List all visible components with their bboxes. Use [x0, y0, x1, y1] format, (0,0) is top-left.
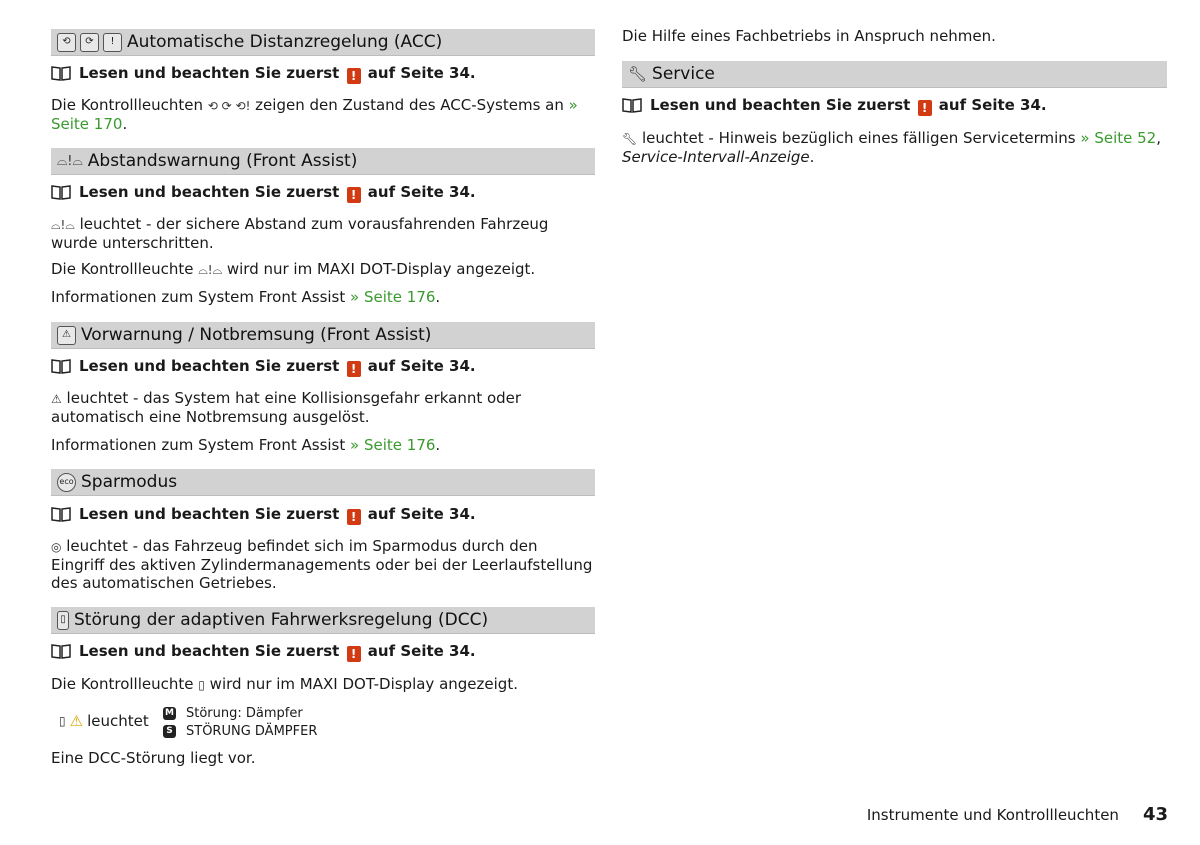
dcc-damper-icon: ▯	[59, 714, 66, 728]
distance-warning-icon: ⌓!⌓	[198, 263, 223, 277]
section-title-acc: Automatische Distanzregelung (ACC)	[127, 32, 443, 52]
sparmodus-p1: ◎ leuchtet - das Fahrzeug befindet sich im Sparmodus durch den Eingriff des aktiven Zylindermanagements oder bei der Leerlaufstellung des automatischen Getriebes.	[51, 537, 593, 592]
dcc-indicator: ▯ ⚠ leuchtet	[59, 712, 149, 730]
page-reference[interactable]: auf Seite 34.	[367, 64, 476, 82]
dcc-p2: Eine DCC-Störung liegt vor.	[51, 749, 256, 767]
distance-warning-icon: ⌓!⌓	[57, 153, 83, 169]
wrench-icon: 🔧︎	[622, 132, 638, 146]
warning-exclamation-icon: !	[347, 509, 361, 525]
service-p1: 🔧︎ leuchtet - Hinweis bezüglich eines fälligen Servicetermins » Seite 52, Service-Intervall-Anzeige.	[622, 129, 1161, 166]
section-heading-dcc	[51, 607, 595, 634]
section-title-front-assist: Abstandswarnung (Front Assist)	[87, 151, 358, 171]
dcc-damper-icon: ▯	[57, 611, 69, 630]
collision-warning-icon: ⚠	[57, 326, 76, 345]
link-seite-176[interactable]: » Seite 176	[350, 288, 436, 306]
footer-chapter-title: Instrumente und Kontrollleuchten	[866, 805, 1119, 824]
section-heading-acc	[51, 29, 595, 56]
acc-body: Die Kontrollleuchten ⟲ ⟳ ⟲! zeigen den Zustand des ACC-Systems an » Seite 170.	[51, 96, 578, 133]
page-number: 43	[1142, 804, 1168, 825]
book-icon	[51, 184, 71, 200]
read-first-notice: Lesen und beachten Sie zuerst ! auf Seite 34.	[51, 64, 595, 84]
read-first-notice: Lesen und beachten Sie zuerst ! auf Seite 34.	[51, 357, 595, 377]
section-title-service: Service	[652, 64, 715, 84]
section-heading-vorwarnung	[51, 322, 595, 349]
eco-icon: eco	[57, 473, 76, 492]
front-assist-p3: Informationen zum System Front Assist » Seite 176.	[51, 288, 441, 306]
warning-exclamation-icon: !	[347, 68, 361, 84]
dcc-p1: Die Kontrollleuchte ▯ wird nur im MAXI DOT-Display angezeigt.	[51, 675, 518, 693]
section-heading-service	[622, 61, 1167, 88]
distance-warning-icon: ⌓!⌓	[51, 218, 75, 232]
link-seite-52[interactable]: » Seite 52	[1080, 129, 1157, 147]
page-reference[interactable]: auf Seite 34.	[938, 96, 1047, 114]
wrench-icon: 🔧︎	[628, 65, 648, 83]
acc-icon: ⟲	[57, 33, 76, 52]
read-first-notice: Lesen und beachten Sie zuerst ! auf Seite 34.	[51, 505, 595, 525]
acc-warning-icon: !	[103, 33, 122, 52]
warning-exclamation-icon: !	[918, 100, 932, 116]
warning-exclamation-icon: !	[347, 187, 361, 203]
page-reference[interactable]: auf Seite 34.	[367, 505, 476, 523]
warning-exclamation-icon: !	[347, 361, 361, 377]
dcc-messages	[163, 704, 317, 740]
vorwarnung-p2: Informationen zum System Front Assist » Seite 176.	[51, 436, 441, 454]
link-seite-176[interactable]: » Seite 176	[350, 436, 436, 454]
warning-exclamation-icon: !	[347, 646, 361, 662]
section-heading-sparmodus	[51, 469, 595, 496]
service-interval-reference: Service-Intervall-Anzeige	[622, 148, 810, 166]
dcc-message-segment: S STÖRUNG DÄMPFER	[163, 722, 317, 740]
page-reference[interactable]: auf Seite 34.	[367, 642, 476, 660]
acc-active-icon: ⟳	[80, 33, 99, 52]
section-title-vorwarnung: Vorwarnung / Notbremsung (Front Assist)	[81, 325, 432, 345]
dcc-damper-icon: ▯	[198, 678, 205, 692]
segment-badge: S	[163, 725, 176, 738]
collision-warning-icon: ⚠	[51, 392, 62, 406]
book-icon	[51, 358, 71, 374]
section-heading-front-assist	[51, 148, 595, 175]
read-first-notice: Lesen und beachten Sie zuerst ! auf Seite 34.	[51, 642, 595, 662]
link-seite-170[interactable]: » Seite 170	[51, 96, 578, 133]
vorwarnung-p1: ⚠ leuchtet - das System hat eine Kollisionsgefahr erkannt oder automatisch eine Notbremsung ausgelöst.	[51, 389, 522, 426]
warning-triangle-icon: ⚠	[69, 712, 84, 730]
book-icon	[51, 643, 71, 659]
page-reference[interactable]: auf Seite 34.	[367, 183, 476, 201]
section-title-sparmodus: Sparmodus	[81, 472, 178, 492]
eco-icon: ◎	[51, 540, 62, 554]
acc-inline-icons: ⟲ ⟳ ⟲!	[207, 99, 251, 113]
front-assist-p1: ⌓!⌓ leuchtet - der sichere Abstand zum vorausfahrenden Fahrzeug wurde unterschritten.	[51, 215, 549, 252]
page-reference[interactable]: auf Seite 34.	[367, 357, 476, 375]
book-icon	[622, 97, 642, 113]
read-first-notice: Lesen und beachten Sie zuerst ! auf Seite 34.	[622, 96, 1167, 116]
read-first-notice: Lesen und beachten Sie zuerst ! auf Seite 34.	[51, 183, 595, 203]
book-icon	[51, 506, 71, 522]
dcc-message-maxidot: M Störung: Dämpfer	[163, 704, 317, 722]
maxidot-badge: M	[163, 707, 176, 720]
section-title-dcc: Störung der adaptiven Fahrwerksregelung (DCC)	[74, 610, 489, 630]
front-assist-p2: Die Kontrollleuchte ⌓!⌓ wird nur im MAXI DOT-Display angezeigt.	[51, 260, 536, 278]
right-top-line: Die Hilfe eines Fachbetriebs in Anspruch nehmen.	[622, 27, 996, 45]
book-icon	[51, 65, 71, 81]
page-footer	[867, 804, 1168, 825]
